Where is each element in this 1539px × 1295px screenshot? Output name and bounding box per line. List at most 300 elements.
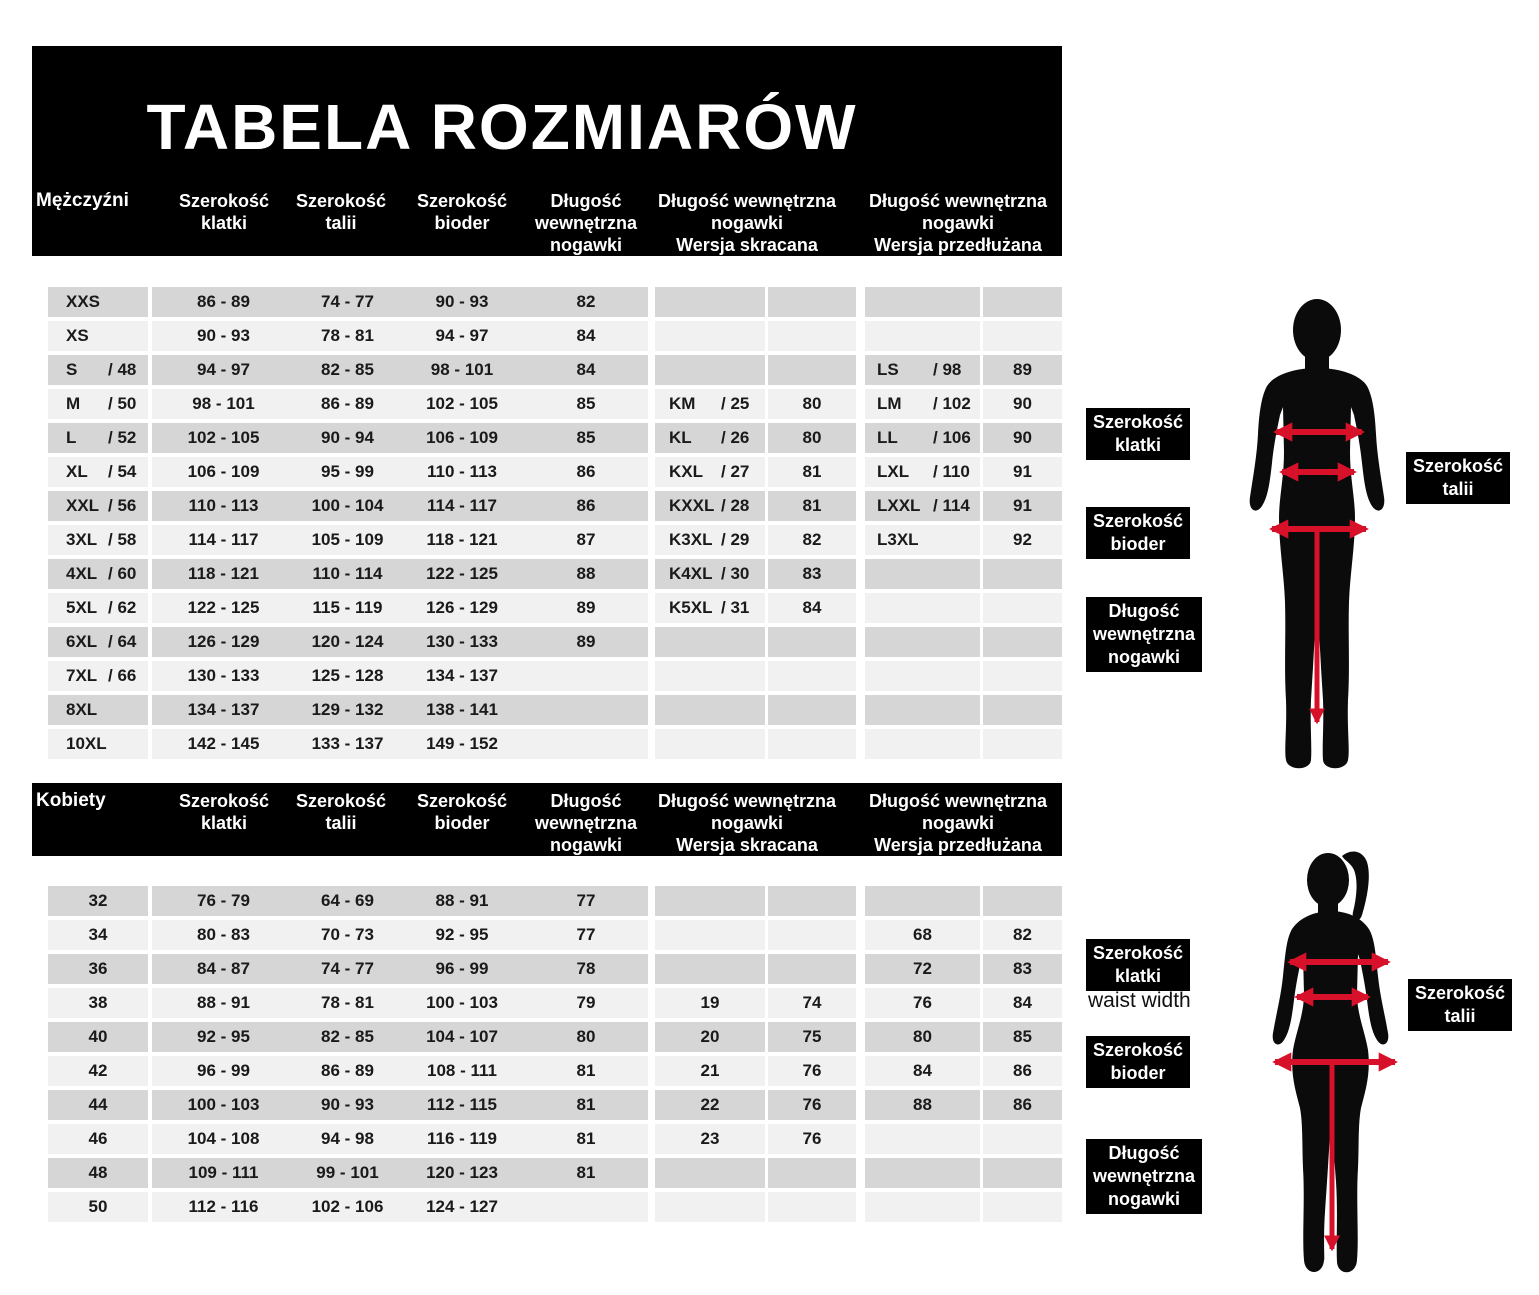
hips-range: 108 - 111 <box>427 1061 497 1080</box>
short-version-label-cell <box>655 954 765 984</box>
measurement-cells <box>152 1022 648 1052</box>
short-version-value-cell <box>768 355 856 385</box>
short-version-value-cell: 76 <box>768 1056 856 1086</box>
long-version-value-cell: 86 <box>983 1090 1062 1120</box>
short-version-label-cell <box>655 627 765 657</box>
label-line: Szerokość <box>1093 943 1184 963</box>
size-cell <box>48 559 148 589</box>
short-code: KXXL <box>669 496 715 515</box>
inseam-value: 86 <box>576 462 596 481</box>
long-version-value-cell: 91 <box>983 491 1062 521</box>
long-version-value-cell <box>983 661 1062 691</box>
long-code: LXXL <box>877 496 921 515</box>
short-version-label-cell <box>655 1158 765 1188</box>
men-size-row <box>0 695 1062 725</box>
inseam-value: 87 <box>576 530 596 549</box>
size-cell: 42 <box>48 1056 148 1086</box>
short-version-label-cell <box>655 695 765 725</box>
long-version-value-cell <box>983 1124 1062 1154</box>
waist-range: 86 - 89 <box>321 394 374 413</box>
waist-range: 95 - 99 <box>321 462 374 481</box>
female-inseam-label <box>1086 1139 1202 1214</box>
label-line: Szerokość <box>1415 983 1506 1003</box>
short-version-value-cell: 76 <box>768 1090 856 1120</box>
size-code: XS <box>66 326 89 345</box>
header-line: wewnętrzna <box>534 813 638 833</box>
size-alt: / 52 <box>108 428 137 447</box>
size-cell <box>48 457 148 487</box>
header-line: talii <box>325 813 357 833</box>
header-line: Szerokość <box>178 191 270 211</box>
label-line: wewnętrzna <box>1093 1166 1196 1186</box>
short-version-label-cell <box>655 1192 765 1222</box>
long-version-value-cell <box>983 321 1062 351</box>
waist-range: 82 - 85 <box>321 360 374 379</box>
size-alt: / 62 <box>108 598 137 617</box>
long-code: L3XL <box>877 530 919 549</box>
size-cell <box>48 423 148 453</box>
male-chest-width-label <box>1086 408 1190 460</box>
long-version-label-cell <box>865 593 980 623</box>
inseam-value: 89 <box>576 598 596 617</box>
waist-range: 110 - 114 <box>312 564 383 583</box>
waist-range: 129 - 132 <box>311 700 384 719</box>
long-version-label-cell <box>865 423 980 453</box>
measurement-cells <box>152 988 648 1018</box>
long-version-value-cell <box>983 593 1062 623</box>
chest-range: 110 - 113 <box>188 496 259 515</box>
measurement-cells <box>152 287 648 317</box>
long-version-value-cell: 86 <box>983 1056 1062 1086</box>
chest-range: 122 - 125 <box>187 598 260 617</box>
short-version-label-cell <box>655 423 765 453</box>
label-line: talii <box>1442 479 1474 499</box>
male-hips-width-label <box>1086 507 1190 559</box>
short-version-label-cell <box>655 886 765 916</box>
measurement-cells <box>152 1192 648 1222</box>
women-size-row <box>0 1192 1062 1222</box>
hips-range: 138 - 141 <box>426 700 498 719</box>
women-header-banner <box>32 783 1062 856</box>
women-size-row <box>0 1090 1062 1120</box>
size-code: L <box>66 428 77 447</box>
size-alt: / 56 <box>108 496 137 515</box>
hips-range: 110 - 113 <box>427 462 497 481</box>
label-line: Długość <box>1108 1143 1180 1163</box>
short-version-value-cell <box>768 920 856 950</box>
measurement-cells <box>152 920 648 950</box>
long-version-label-cell <box>865 389 980 419</box>
long-version-label-cell: 72 <box>865 954 980 984</box>
inseam-value: 84 <box>576 360 596 379</box>
long-version-label-cell: 80 <box>865 1022 980 1052</box>
waist-range: 74 - 77 <box>321 292 374 311</box>
short-version-value-cell <box>768 627 856 657</box>
chest-range: 118 - 121 <box>188 564 259 583</box>
male-inseam-label <box>1086 597 1202 672</box>
hips-range: 134 - 137 <box>426 666 498 685</box>
header-line: nogawki <box>710 213 783 233</box>
inseam-value: 78 <box>576 959 596 978</box>
short-version-value-cell <box>768 661 856 691</box>
hips-range: 120 - 123 <box>426 1163 498 1182</box>
hips-range: 114 - 117 <box>427 496 497 515</box>
long-alt: / 110 <box>933 462 970 481</box>
header-line: klatki <box>200 213 248 233</box>
waist-range: 94 - 98 <box>321 1129 374 1148</box>
header-line: nogawki <box>921 813 994 833</box>
men-size-row <box>0 559 1062 589</box>
label-line: Szerokość <box>1093 511 1184 531</box>
long-code: LL <box>877 428 898 447</box>
women-size-row <box>0 1158 1062 1188</box>
long-version-label-cell: 68 <box>865 920 980 950</box>
short-version-label-cell <box>655 355 765 385</box>
long-code: LXL <box>877 462 910 481</box>
women-size-row <box>0 1022 1062 1052</box>
size-cell: 40 <box>48 1022 148 1052</box>
measurement-cells <box>152 423 648 453</box>
men-size-row <box>0 627 1062 657</box>
header-line: Długość wewnętrzna <box>868 191 1048 211</box>
short-version-value-cell <box>768 1192 856 1222</box>
waist-range: 64 - 69 <box>321 891 374 910</box>
size-cell: 44 <box>48 1090 148 1120</box>
inseam-value: 80 <box>576 1027 596 1046</box>
short-code: K4XL <box>669 564 713 583</box>
waist-range: 105 - 109 <box>311 530 384 549</box>
hips-range: 100 - 103 <box>426 993 498 1012</box>
short-version-value-cell: 83 <box>768 559 856 589</box>
header-line: Wersja przedłużana <box>874 835 1042 855</box>
long-version-value-cell: 85 <box>983 1022 1062 1052</box>
header-line: bioder <box>434 213 490 233</box>
female-chest-width-label <box>1086 939 1190 991</box>
size-alt: / 60 <box>108 564 137 583</box>
label-line: Szerokość <box>1093 412 1184 432</box>
men-size-row <box>0 389 1062 419</box>
size-cell <box>48 355 148 385</box>
inseam-value: 82 <box>576 292 596 311</box>
women-size-row <box>0 954 1062 984</box>
header-line: Szerokość <box>178 791 270 811</box>
waist-range: 99 - 101 <box>316 1163 379 1182</box>
size-code: XXL <box>66 496 100 515</box>
label-line: klatki <box>1115 966 1162 986</box>
measurement-cells <box>152 1056 648 1086</box>
label-line: wewnętrzna <box>1093 624 1196 644</box>
chest-range: 130 - 133 <box>187 666 260 685</box>
short-version-label-cell <box>655 525 765 555</box>
short-version-value-cell: 81 <box>768 457 856 487</box>
size-cell <box>48 321 148 351</box>
header-line: Długość <box>550 791 622 811</box>
chest-range: 88 - 91 <box>197 993 250 1012</box>
short-version-value-cell: 81 <box>768 491 856 521</box>
inseam-value: 77 <box>576 891 596 910</box>
size-cell <box>48 389 148 419</box>
long-version-label-cell: 84 <box>865 1056 980 1086</box>
hips-range: 94 - 97 <box>435 326 489 345</box>
inseam-value: 77 <box>576 925 596 944</box>
long-version-value-cell: 89 <box>983 355 1062 385</box>
size-alt: / 58 <box>108 530 137 549</box>
size-alt: / 64 <box>108 632 137 651</box>
label-line: bioder <box>1110 534 1166 554</box>
waist-range: 125 - 128 <box>311 666 384 685</box>
header-line: wewnętrzna <box>534 213 638 233</box>
measurement-cells <box>152 559 648 589</box>
hips-range: 149 - 152 <box>426 734 498 753</box>
chest-range: 94 - 97 <box>197 360 250 379</box>
long-version-value-cell <box>983 287 1062 317</box>
men-size-row <box>0 321 1062 351</box>
size-cell: 36 <box>48 954 148 984</box>
men-size-row <box>0 525 1062 555</box>
short-version-value-cell <box>768 321 856 351</box>
long-version-label-cell: 76 <box>865 988 980 1018</box>
size-alt: / 66 <box>108 666 137 685</box>
long-version-label-cell <box>865 321 980 351</box>
inseam-value: 81 <box>576 1163 596 1182</box>
long-version-label-cell <box>865 1192 980 1222</box>
inseam-value: 89 <box>576 632 596 651</box>
chest-range: 142 - 145 <box>187 734 260 753</box>
label-line: Szerokość <box>1093 1040 1184 1060</box>
waist-range: 90 - 94 <box>321 428 374 447</box>
short-version-label-cell <box>655 559 765 589</box>
long-version-value-cell <box>983 729 1062 759</box>
hips-range: 130 - 133 <box>426 632 498 651</box>
long-version-label-cell <box>865 491 980 521</box>
short-version-value-cell <box>768 695 856 725</box>
female-waist-width-label <box>1408 979 1512 1031</box>
short-alt: / 25 <box>721 394 750 413</box>
header-line: Szerokość <box>295 791 387 811</box>
inseam-value: 88 <box>576 564 596 583</box>
waist-range: 74 - 77 <box>321 959 374 978</box>
long-version-label-cell <box>865 355 980 385</box>
chest-range: 104 - 108 <box>187 1129 260 1148</box>
long-version-value-cell <box>983 1192 1062 1222</box>
hips-range: 92 - 95 <box>435 925 489 944</box>
measurement-cells <box>152 593 648 623</box>
chest-range: 76 - 79 <box>197 891 250 910</box>
waist-range: 102 - 106 <box>311 1197 384 1216</box>
men-header-banner <box>32 46 1062 256</box>
chest-range: 112 - 116 <box>188 1197 259 1216</box>
header-line: talii <box>325 213 357 233</box>
long-version-label-cell: 88 <box>865 1090 980 1120</box>
long-alt: / 102 <box>933 394 971 413</box>
short-version-label-cell <box>655 389 765 419</box>
size-cell <box>48 627 148 657</box>
size-cell <box>48 287 148 317</box>
short-alt: / 26 <box>721 428 750 447</box>
long-version-value-cell: 92 <box>983 525 1062 555</box>
waist-range: 115 - 119 <box>312 598 383 617</box>
header-line: nogawki <box>549 835 622 855</box>
chest-range: 102 - 105 <box>187 428 260 447</box>
header-line: Długość wewnętrzna <box>657 191 837 211</box>
long-version-label-cell <box>865 525 980 555</box>
size-cell: 48 <box>48 1158 148 1188</box>
long-version-label-cell <box>865 287 980 317</box>
measurement-cells <box>152 729 648 759</box>
measurement-cells <box>152 886 648 916</box>
short-version-label-cell <box>655 661 765 691</box>
hips-range: 98 - 101 <box>430 360 494 379</box>
chest-range: 92 - 95 <box>197 1027 250 1046</box>
short-alt: / 29 <box>721 530 750 549</box>
short-version-label-cell <box>655 287 765 317</box>
chest-range: 90 - 93 <box>197 326 250 345</box>
long-code: LM <box>877 394 902 413</box>
size-code: XXS <box>66 292 101 311</box>
short-code: K5XL <box>669 598 713 617</box>
size-alt: / 50 <box>108 394 137 413</box>
inseam-value: 86 <box>576 496 596 515</box>
long-version-label-cell <box>865 1124 980 1154</box>
long-alt: / 106 <box>933 428 971 447</box>
hips-range: 122 - 125 <box>426 564 498 583</box>
size-code: 8XL <box>66 700 98 719</box>
header-line: nogawki <box>921 213 994 233</box>
short-alt: / 30 <box>721 564 750 583</box>
short-version-value-cell: 80 <box>768 423 856 453</box>
chest-range: 100 - 103 <box>187 1095 260 1114</box>
hips-range: 116 - 119 <box>427 1129 497 1148</box>
size-code: 6XL <box>66 632 98 651</box>
measurement-cells <box>152 491 648 521</box>
long-version-label-cell <box>865 559 980 589</box>
short-version-label-cell: 20 <box>655 1022 765 1052</box>
men-size-row <box>0 457 1062 487</box>
inseam-value: 84 <box>576 326 596 345</box>
label-line: bioder <box>1110 1063 1166 1083</box>
header-line: Wersja skracana <box>676 835 818 855</box>
chest-range: 114 - 117 <box>188 530 259 549</box>
size-code: 7XL <box>66 666 98 685</box>
long-version-value-cell: 84 <box>983 988 1062 1018</box>
long-version-value-cell: 90 <box>983 389 1062 419</box>
women-size-row <box>0 886 1062 916</box>
long-alt: / 98 <box>933 360 962 379</box>
chest-range: 84 - 87 <box>197 959 250 978</box>
header-line: Szerokość <box>295 191 387 211</box>
short-version-value-cell <box>768 729 856 759</box>
inseam-value: 81 <box>576 1095 596 1114</box>
chest-range: 106 - 109 <box>187 462 260 481</box>
men-size-row <box>0 287 1062 317</box>
header-line: nogawki <box>549 235 622 255</box>
header-line: Wersja skracana <box>676 235 818 255</box>
short-version-label-cell: 22 <box>655 1090 765 1120</box>
size-alt: / 48 <box>108 360 137 379</box>
long-version-value-cell <box>983 627 1062 657</box>
measurement-cells <box>152 627 648 657</box>
long-version-label-cell <box>865 695 980 725</box>
short-version-label-cell <box>655 593 765 623</box>
short-code: K3XL <box>669 530 713 549</box>
label-line: talii <box>1444 1006 1476 1026</box>
size-code: S <box>66 360 78 379</box>
size-code: 4XL <box>66 564 98 583</box>
female-silhouette <box>1240 849 1430 1295</box>
female-hips-width-label <box>1086 1036 1190 1088</box>
short-alt: / 28 <box>721 496 750 515</box>
label-line: klatki <box>1115 435 1162 455</box>
long-version-label-cell <box>865 729 980 759</box>
size-cell: 50 <box>48 1192 148 1222</box>
waist-range: 120 - 124 <box>311 632 384 651</box>
measurement-cells <box>152 457 648 487</box>
inseam-value: 81 <box>576 1129 596 1148</box>
hips-range: 96 - 99 <box>435 959 489 978</box>
inseam-value: 79 <box>576 993 596 1012</box>
label-line: nogawki <box>1108 1189 1181 1209</box>
short-version-label-cell <box>655 920 765 950</box>
size-code: 10XL <box>66 734 107 753</box>
header-line: bioder <box>434 813 490 833</box>
long-version-value-cell <box>983 886 1062 916</box>
short-version-value-cell: 74 <box>768 988 856 1018</box>
header-line: Szerokość <box>416 191 508 211</box>
hips-range: 118 - 121 <box>426 530 498 549</box>
size-code: M <box>66 394 81 413</box>
size-code: XL <box>66 462 88 481</box>
male-waist-width-label <box>1406 452 1510 504</box>
chest-range: 126 - 129 <box>187 632 260 651</box>
inseam-long-header <box>843 190 1073 256</box>
size-code: 5XL <box>66 598 98 617</box>
size-cell <box>48 593 148 623</box>
men-table-label: Mężczyźni <box>36 190 129 211</box>
header-line: nogawki <box>710 813 783 833</box>
hips-range: 104 - 107 <box>426 1027 498 1046</box>
measurement-cells <box>152 1124 648 1154</box>
waist-range: 82 - 85 <box>321 1027 374 1046</box>
short-version-value-cell: 80 <box>768 389 856 419</box>
short-version-label-cell <box>655 729 765 759</box>
chest-range: 96 - 99 <box>197 1061 250 1080</box>
chest-range: 80 - 83 <box>197 925 250 944</box>
short-version-label-cell: 21 <box>655 1056 765 1086</box>
measurement-cells <box>152 661 648 691</box>
women-size-row <box>0 1056 1062 1086</box>
male-silhouette <box>1232 294 1408 776</box>
measurement-cells <box>152 321 648 351</box>
measurement-cells <box>152 1090 648 1120</box>
women-size-row <box>0 920 1062 950</box>
waist-range: 78 - 81 <box>321 993 374 1012</box>
measurement-cells <box>152 1158 648 1188</box>
long-version-value-cell <box>983 1158 1062 1188</box>
men-size-row <box>0 423 1062 453</box>
size-cell <box>48 525 148 555</box>
measurement-cells <box>152 954 648 984</box>
women-table-label: Kobiety <box>36 790 106 811</box>
inseam-short-header <box>637 190 857 256</box>
size-cell: 46 <box>48 1124 148 1154</box>
short-version-label-cell: 19 <box>655 988 765 1018</box>
inseam-value: 85 <box>576 394 596 413</box>
hips-range: 102 - 105 <box>426 394 498 413</box>
long-alt: / 114 <box>933 496 970 515</box>
women-size-row <box>0 988 1062 1018</box>
men-size-row <box>0 355 1062 385</box>
inseam-value: 81 <box>576 1061 596 1080</box>
